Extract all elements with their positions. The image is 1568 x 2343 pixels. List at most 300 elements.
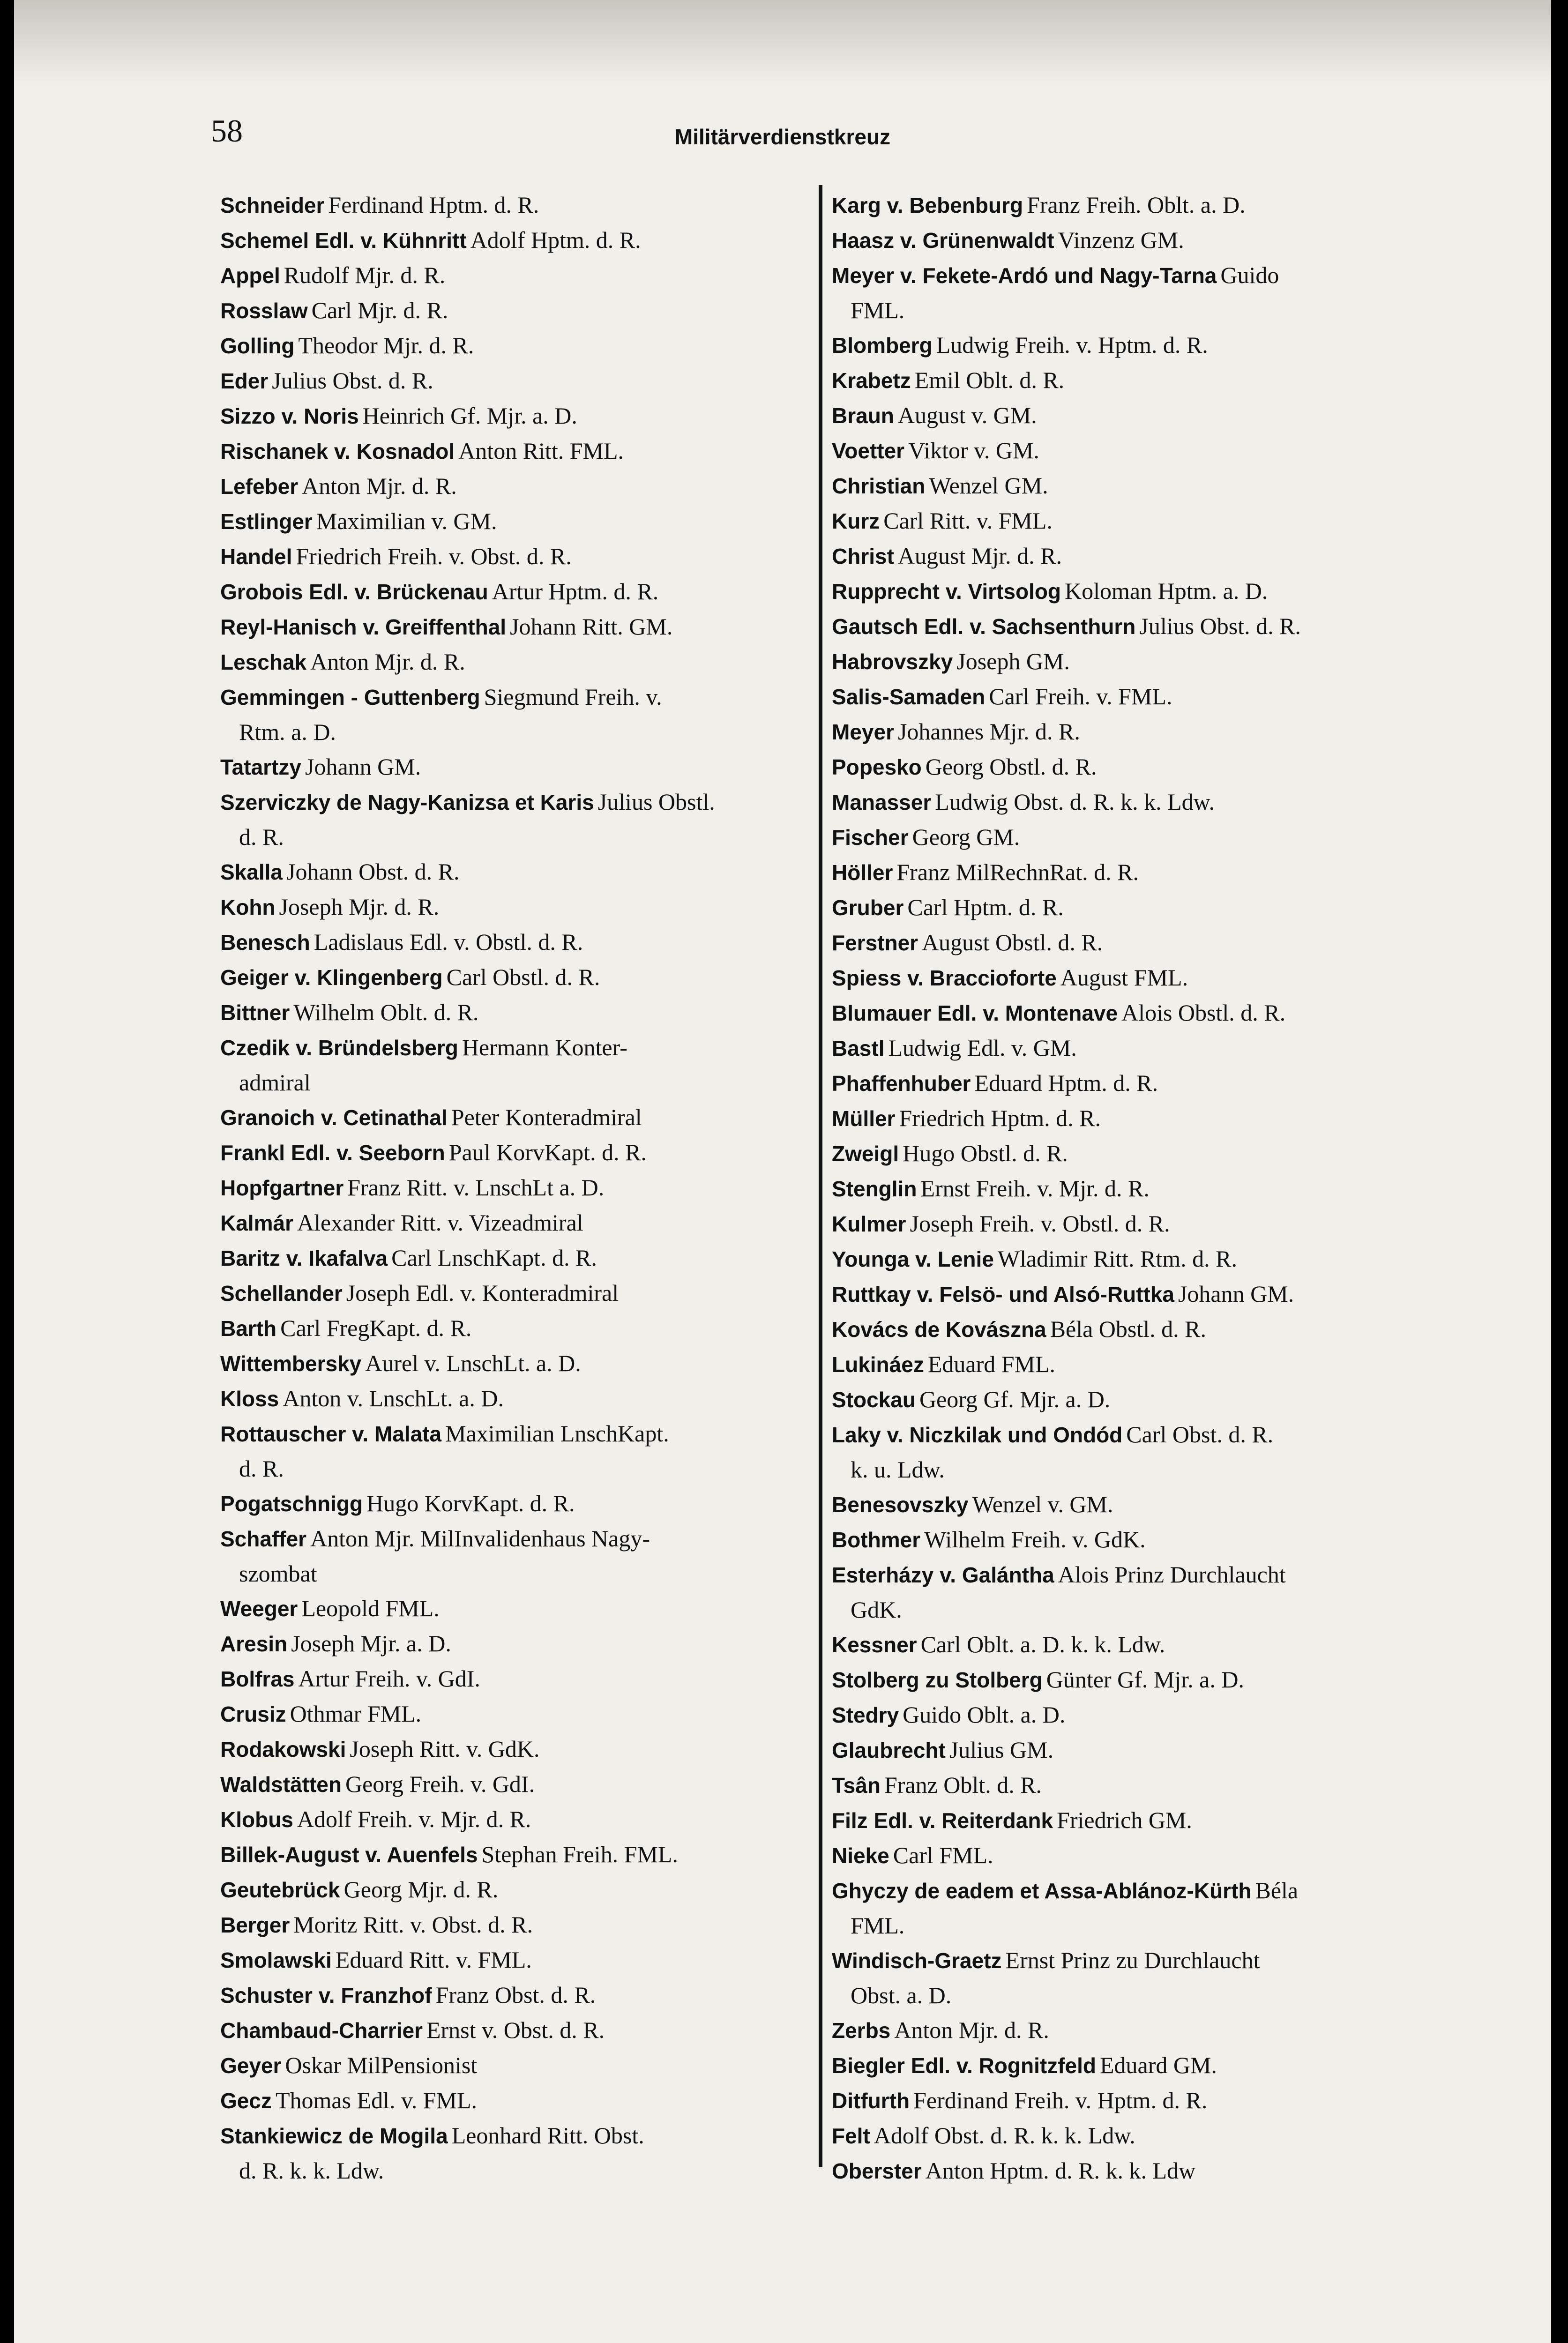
entry-name: Oberster: [832, 2159, 922, 2183]
list-item: [220, 1381, 825, 1416]
list-item: [832, 1066, 1441, 1101]
entry-details: Anton Hptm. d. R. k. k. Ldw: [925, 2157, 1196, 2184]
entry-details: Georg Obstl. d. R.: [925, 754, 1097, 780]
list-item: [832, 609, 1441, 644]
entry-continuation: k. u. Ldw.: [851, 1456, 945, 1483]
list-item: [832, 2048, 1441, 2083]
entry-name: Geutebrück: [220, 1878, 340, 1902]
entry-details: Joseph Mjr. a. D.: [291, 1630, 451, 1657]
entry-name: Rischanek v. Kosnadol: [220, 439, 455, 463]
entry-name: Baritz v. Ikafalva: [220, 1246, 388, 1270]
list-item: [220, 1977, 825, 2013]
entry-name: Schellander: [220, 1281, 343, 1306]
entry-name: Sizzo v. Noris: [220, 404, 359, 428]
entry-name: Barth: [220, 1316, 277, 1341]
entry-continuation: admiral: [239, 1069, 311, 1096]
list-item: [832, 2013, 1441, 2048]
entry-name: Waldstätten: [220, 1772, 342, 1797]
list-item: [832, 1803, 1441, 1838]
entry-name: Manasser: [832, 790, 932, 814]
list-item: [832, 1662, 1441, 1697]
entry-name: Krabetz: [832, 368, 911, 393]
entry-name: Rupprecht v. Virtsolog: [832, 579, 1061, 604]
entry-name: Hopfgartner: [220, 1176, 344, 1200]
entry-name: Benesovszky: [832, 1492, 969, 1517]
entry-name: Stankiewicz de Mogila: [220, 2124, 448, 2148]
list-item: [220, 784, 825, 854]
entry-details: Franz Oblt. d. R.: [884, 1772, 1042, 1798]
list-item: [220, 1696, 825, 1731]
list-item: [832, 258, 1441, 328]
entry-name: Bittner: [220, 1000, 290, 1025]
entry-name: Wittembersky: [220, 1351, 362, 1376]
entry-details: Stephan Freih. FML.: [481, 1841, 678, 1867]
list-item: [220, 504, 825, 539]
list-item: [220, 363, 825, 398]
entry-name: Billek-August v. Auenfels: [220, 1843, 478, 1867]
entry-details: Joseph Edl. v. Konteradmiral: [346, 1280, 619, 1306]
list-item: [832, 644, 1441, 679]
entry-name: Haasz v. Grünenwaldt: [832, 228, 1054, 253]
list-item: [220, 2048, 825, 2083]
list-item: [220, 1591, 825, 1626]
entry-details: Johann Obst. d. R.: [286, 858, 460, 885]
entry-details: Othmar FML.: [290, 1701, 422, 1727]
entry-details: Rudolf Mjr. d. R.: [284, 262, 446, 288]
list-item: [220, 1731, 825, 1767]
list-item: [832, 995, 1441, 1030]
entry-details: Carl Oblt. a. D. k. k. Ldw.: [920, 1631, 1165, 1657]
column-divider: [819, 185, 822, 2167]
list-item: [220, 1626, 825, 1661]
entry-details: Carl Hptm. d. R.: [907, 894, 1064, 920]
entry-name: Bothmer: [832, 1528, 921, 1552]
binding-shadow: [14, 0, 1551, 84]
entry-details: Ferdinand Freih. v. Hptm. d. R.: [913, 2087, 1208, 2113]
entry-name: Ghyczy de eadem et Assa-Ablánoz-Kürth: [832, 1879, 1252, 1903]
entry-details: Carl Obst. d. R.: [1126, 1421, 1274, 1448]
entry-name: Nieke: [832, 1843, 889, 1868]
list-item: [832, 1276, 1441, 1312]
entry-name: Kalmár: [220, 1211, 293, 1235]
entry-details: Ferdinand Hptm. d. R.: [328, 192, 539, 218]
entry-details: Adolf Hptm. d. R.: [470, 227, 641, 253]
entry-details: Adolf Freih. v. Mjr. d. R.: [297, 1806, 531, 1832]
entry-details: Aurel v. LnschLt. a. D.: [365, 1350, 581, 1376]
list-item: [220, 1907, 825, 1942]
entry-name: Laky v. Niczkilak und Ondód: [832, 1423, 1123, 1447]
entry-details: August Obstl. d. R.: [922, 929, 1103, 955]
entry-details: Franz Freih. Oblt. a. D.: [1027, 192, 1246, 218]
list-item: [832, 1943, 1441, 2013]
entry-details: Carl Obstl. d. R.: [446, 964, 600, 990]
entry-name: Tatartzy: [220, 755, 301, 779]
entry-name: Blomberg: [832, 333, 933, 358]
entry-name: Stedry: [832, 1703, 899, 1727]
entry-details: Anton Mjr. d. R.: [310, 649, 465, 675]
entry-name: Ferstner: [832, 931, 918, 955]
entry-name: Gemmingen - Guttenberg: [220, 685, 480, 709]
entry-details: Anton Mjr. MilInvalidenhaus Nagy-: [310, 1525, 650, 1552]
entry-details: Johann Ritt. GM.: [510, 613, 673, 640]
entry-name: Younga v. Lenie: [832, 1247, 994, 1271]
entry-name: Windisch-Graetz: [832, 1948, 1002, 1973]
entry-name: Rodakowski: [220, 1737, 346, 1761]
book-page: [14, 0, 1551, 2343]
list-item: [832, 468, 1441, 503]
entry-name: Geiger v. Klingenberg: [220, 965, 443, 990]
entry-details: Franz Obst. d. R.: [435, 1982, 596, 2008]
entry-details: Oskar MilPensionist: [285, 2052, 478, 2078]
list-item: [832, 749, 1441, 784]
entry-name: Karg v. Bebenburg: [832, 193, 1023, 217]
list-item: [220, 258, 825, 293]
entry-details: Alexander Ritt. v. Vizeadmiral: [297, 1209, 583, 1236]
entry-name: Crusiz: [220, 1702, 286, 1726]
list-item: [220, 2013, 825, 2048]
entry-details: Wenzel v. GM.: [972, 1491, 1113, 1517]
entry-name: Geyer: [220, 2053, 282, 2078]
entry-name: Appel: [220, 263, 280, 288]
entry-details: Carl Ritt. v. FML.: [883, 507, 1053, 534]
entry-name: Felt: [832, 2124, 870, 2148]
list-item: [832, 538, 1441, 574]
entry-name: Stockau: [832, 1388, 916, 1412]
entry-name: Handel: [220, 545, 292, 569]
entry-details: Wilhelm Oblt. d. R.: [293, 999, 479, 1025]
list-item: [220, 1276, 825, 1311]
entry-continuation: Rtm. a. D.: [239, 719, 336, 745]
entry-details: Moritz Ritt. v. Obst. d. R.: [293, 1911, 533, 1938]
entry-details: Ludwig Edl. v. GM.: [888, 1035, 1077, 1061]
list-item: [220, 1521, 825, 1591]
entry-name: Glaubrecht: [832, 1738, 946, 1762]
list-item: [832, 363, 1441, 398]
list-item: [220, 1135, 825, 1170]
list-item: [832, 1768, 1441, 1803]
list-item: [220, 293, 825, 328]
entry-name: Tsân: [832, 1773, 881, 1798]
entry-details: Ludwig Freih. v. Hptm. d. R.: [936, 332, 1208, 358]
entry-name: Zweigl: [832, 1142, 899, 1166]
entry-details: Wladimir Ritt. Rtm. d. R.: [997, 1246, 1238, 1272]
list-item: [220, 469, 825, 504]
list-item: [220, 609, 825, 644]
entry-details: Paul KorvKapt. d. R.: [448, 1139, 647, 1165]
entry-details: Emil Oblt. d. R.: [914, 367, 1065, 393]
list-item: [832, 960, 1441, 995]
entry-name: Frankl Edl. v. Seeborn: [220, 1141, 445, 1165]
entry-name: Schneider: [220, 193, 325, 217]
entry-name: Biegler Edl. v. Rognitzfeld: [832, 2053, 1096, 2078]
list-item: [832, 1101, 1441, 1136]
list-item: [220, 2083, 825, 2118]
list-item: [832, 433, 1441, 468]
entry-name: Reyl-Hanisch v. Greiffenthal: [220, 615, 507, 639]
list-item: [832, 784, 1441, 820]
entry-details: Anton Mjr. d. R.: [302, 473, 457, 499]
entry-name: Zerbs: [832, 2018, 891, 2043]
left-column: [220, 187, 825, 2188]
list-item: [220, 1837, 825, 1872]
right-column: [832, 187, 1441, 2188]
entry-details: Günter Gf. Mjr. a. D.: [1046, 1666, 1244, 1693]
list-item: [220, 398, 825, 433]
entry-details: August Mjr. d. R.: [897, 543, 1062, 569]
list-item: [220, 574, 825, 609]
entry-name: Rottauscher v. Malata: [220, 1422, 442, 1446]
entry-details: Viktor v. GM.: [908, 437, 1039, 463]
entry-details: Leopold FML.: [301, 1595, 440, 1621]
list-item: [220, 1872, 825, 1907]
entry-continuation: Obst. a. D.: [851, 1982, 952, 2008]
entry-details: Thomas Edl. v. FML.: [275, 2087, 478, 2113]
entry-name: Gautsch Edl. v. Sachsenthurn: [832, 614, 1136, 639]
list-item: [832, 820, 1441, 855]
entry-details: Ernst v. Obst. d. R.: [426, 2017, 605, 2043]
list-item: [220, 1802, 825, 1837]
entry-name: Salis-Samaden: [832, 685, 986, 709]
entry-name: Stolberg zu Stolberg: [832, 1668, 1043, 1692]
entry-name: Habrovszky: [832, 649, 953, 674]
entry-name: Filz Edl. v. Reiterdank: [832, 1808, 1053, 1833]
list-item: [220, 539, 825, 574]
running-title: Militärverdienstkreuz: [674, 125, 891, 149]
entry-name: Esterházy v. Galántha: [832, 1563, 1054, 1587]
entry-details: Peter Konteradmiral: [451, 1104, 642, 1130]
entry-details: Koloman Hptm. a. D.: [1065, 578, 1268, 604]
entry-details: Julius GM.: [949, 1737, 1054, 1763]
entry-name: Schaffer: [220, 1527, 307, 1551]
entry-details: Adolf Obst. d. R. k. k. Ldw.: [874, 2122, 1135, 2149]
entry-name: Estlinger: [220, 509, 313, 534]
entry-details: Joseph Freih. v. Obstl. d. R.: [910, 1210, 1170, 1237]
entry-name: Fischer: [832, 825, 909, 850]
entry-details: Johann GM.: [305, 754, 421, 780]
entry-details: Guido Oblt. a. D.: [903, 1701, 1066, 1728]
list-item: [832, 574, 1441, 609]
list-item: [220, 995, 825, 1030]
list-item: [832, 1382, 1441, 1417]
entry-details: Friedrich GM.: [1057, 1807, 1192, 1833]
entry-name: Kessner: [832, 1633, 917, 1657]
entry-name: Aresin: [220, 1632, 288, 1656]
entry-details: Johann GM.: [1178, 1281, 1294, 1307]
entry-name: Stenglin: [832, 1177, 917, 1201]
entry-name: Bolfras: [220, 1667, 295, 1691]
entry-continuation: d. R.: [239, 1455, 284, 1482]
entry-details: Julius Obstl.: [597, 789, 715, 815]
list-item: [832, 328, 1441, 363]
entry-name: Gecz: [220, 2089, 272, 2113]
list-item: [832, 855, 1441, 890]
entry-name: Weeger: [220, 1597, 298, 1621]
entry-details: Artur Freih. v. GdI.: [298, 1665, 480, 1692]
entry-details: Friedrich Freih. v. Obst. d. R.: [296, 543, 572, 569]
entry-name: Rosslaw: [220, 298, 308, 323]
entry-name: Berger: [220, 1913, 290, 1937]
list-item: [832, 1487, 1441, 1522]
list-item: [832, 503, 1441, 538]
entry-name: Grobois Edl. v. Brückenau: [220, 580, 488, 604]
entry-name: Schemel Edl. v. Kühnritt: [220, 228, 467, 253]
entry-details: Julius Obst. d. R.: [272, 367, 433, 394]
entry-details: Maximilian LnschKapt.: [445, 1420, 669, 1447]
entry-continuation: d. R. k. k. Ldw.: [239, 2157, 384, 2184]
list-item: [832, 1241, 1441, 1276]
entry-name: Ditfurth: [832, 2089, 910, 2113]
entry-name: Müller: [832, 1106, 896, 1131]
entry-details: Carl FregKapt. d. R.: [280, 1315, 472, 1341]
entry-name: Popesko: [832, 755, 922, 779]
entry-name: Höller: [832, 860, 893, 885]
list-item: [832, 2083, 1441, 2118]
entry-name: Leschak: [220, 650, 307, 674]
list-item: [832, 223, 1441, 258]
list-item: [832, 1697, 1441, 1732]
entry-details: Eduard Hptm. d. R.: [974, 1070, 1158, 1096]
entry-name: Czedik v. Bründelsberg: [220, 1036, 458, 1060]
entry-name: Lefeber: [220, 474, 299, 499]
list-item: [220, 1486, 825, 1521]
entry-details: August FML.: [1060, 964, 1188, 991]
list-item: [832, 1557, 1441, 1627]
entry-name: Meyer v. Fekete-Ardó und Nagy-Tarna: [832, 263, 1217, 288]
entry-name: Szerviczky de Nagy-Kanizsa et Karis: [220, 790, 594, 814]
list-item: [220, 1311, 825, 1346]
list-item: [220, 328, 825, 363]
list-item: [220, 679, 825, 749]
entry-name: Skalla: [220, 860, 283, 884]
list-item: [832, 1171, 1441, 1206]
list-item: [220, 2118, 825, 2188]
list-item: [220, 644, 825, 679]
entry-details: Ernst Prinz zu Durchlaucht: [1005, 1947, 1260, 1973]
entry-continuation: GdK.: [851, 1597, 902, 1623]
list-item: [220, 1661, 825, 1696]
list-item: [832, 1838, 1441, 1873]
list-item: [832, 398, 1441, 433]
entry-details: Eduard Ritt. v. FML.: [335, 1947, 532, 1973]
entry-name: Kulmer: [832, 1212, 906, 1236]
entry-details: Georg Gf. Mjr. a. D.: [919, 1386, 1111, 1412]
entry-name: Benesch: [220, 930, 310, 955]
list-item: [220, 1767, 825, 1802]
entry-details: Ludwig Obst. d. R. k. k. Ldw.: [935, 789, 1215, 815]
entry-details: Leonhard Ritt. Obst.: [451, 2122, 644, 2149]
list-item: [220, 854, 825, 889]
entry-details: Ernst Freih. v. Mjr. d. R.: [920, 1175, 1150, 1201]
entry-name: Pogatschnigg: [220, 1492, 363, 1516]
entry-details: Georg Freih. v. GdI.: [345, 1771, 535, 1797]
entry-details: Georg GM.: [912, 824, 1020, 850]
entry-details: Hermann Konter-: [462, 1034, 627, 1060]
entry-details: Joseph Mjr. d. R.: [279, 894, 440, 920]
entry-name: Spiess v. Braccioforte: [832, 966, 1057, 990]
entry-details: Friedrich Hptm. d. R.: [899, 1105, 1101, 1131]
entry-name: Kovács de Kovászna: [832, 1317, 1046, 1342]
list-item: [832, 2118, 1441, 2153]
entry-continuation: d. R.: [239, 824, 284, 850]
entry-name: Kurz: [832, 509, 880, 533]
entry-details: Artur Hptm. d. R.: [492, 578, 659, 604]
entry-details: Vinzenz GM.: [1058, 227, 1184, 253]
list-item: [220, 1942, 825, 1977]
list-item: [220, 1205, 825, 1240]
entry-name: Christian: [832, 474, 926, 498]
list-item: [832, 2153, 1441, 2188]
entry-name: Gruber: [832, 895, 904, 920]
list-item: [832, 1347, 1441, 1382]
list-item: [220, 187, 825, 223]
entry-name: Chambaud-Charrier: [220, 2018, 423, 2043]
entry-name: Voetter: [832, 439, 905, 463]
list-item: [832, 1417, 1441, 1487]
list-item: [832, 187, 1441, 223]
entry-details: Wilhelm Freih. v. GdK.: [924, 1526, 1146, 1552]
list-item: [832, 1873, 1441, 1943]
list-item: [220, 1346, 825, 1381]
page-number: 58: [211, 113, 243, 149]
entry-name: Braun: [832, 403, 894, 428]
entry-continuation: szombat: [239, 1560, 317, 1587]
entry-name: Granoich v. Cetinathal: [220, 1105, 448, 1130]
entry-name: Kloss: [220, 1387, 279, 1411]
entry-details: Joseph GM.: [956, 648, 1070, 674]
list-item: [832, 890, 1441, 925]
entry-details: Joseph Ritt. v. GdK.: [350, 1736, 540, 1762]
list-item: [832, 1312, 1441, 1347]
entry-details: Carl Mjr. d. R.: [311, 297, 448, 323]
list-item: [220, 925, 825, 960]
entry-name: Schuster v. Franzhof: [220, 1983, 432, 2007]
entry-details: Julius Obst. d. R.: [1139, 613, 1301, 639]
entry-name: Kohn: [220, 895, 276, 919]
entry-details: Anton Mjr. d. R.: [894, 2017, 1049, 2043]
list-item: [832, 925, 1441, 960]
list-item: [832, 1732, 1441, 1768]
list-item: [832, 1627, 1441, 1662]
list-item: [220, 889, 825, 925]
entry-name: Blumauer Edl. v. Montenave: [832, 1001, 1118, 1025]
entry-details: Hugo KorvKapt. d. R.: [366, 1490, 575, 1516]
list-item: [220, 1416, 825, 1486]
entry-details: Eduard FML.: [927, 1351, 1056, 1377]
list-item: [832, 714, 1441, 749]
entry-details: Ladislaus Edl. v. Obstl. d. R.: [314, 929, 583, 955]
list-item: [220, 749, 825, 784]
entry-details: Carl FML.: [893, 1842, 993, 1868]
entry-details: August v. GM.: [897, 402, 1037, 428]
entry-name: Lukináez: [832, 1352, 924, 1377]
entry-details: Carl Freih. v. FML.: [989, 683, 1172, 709]
entry-details: Béla Obstl. d. R.: [1050, 1316, 1206, 1342]
entry-details: Eduard GM.: [1099, 2052, 1217, 2078]
entry-details: Anton Ritt. FML.: [458, 438, 624, 464]
entry-details: Carl LnschKapt. d. R.: [391, 1245, 597, 1271]
entry-details: Alois Prinz Durchlaucht: [1058, 1561, 1286, 1588]
entry-name: Klobus: [220, 1807, 293, 1832]
entry-name: Ruttkay v. Felsö- und Alsó-Ruttka: [832, 1282, 1174, 1306]
list-item: [832, 1030, 1441, 1066]
entry-details: Alois Obstl. d. R.: [1121, 1000, 1286, 1026]
list-item: [220, 1100, 825, 1135]
entry-details: Heinrich Gf. Mjr. a. D.: [362, 403, 577, 429]
entry-name: Golling: [220, 334, 295, 358]
entry-details: Georg Mjr. d. R.: [343, 1876, 499, 1903]
list-item: [220, 223, 825, 258]
entry-name: Eder: [220, 369, 269, 393]
